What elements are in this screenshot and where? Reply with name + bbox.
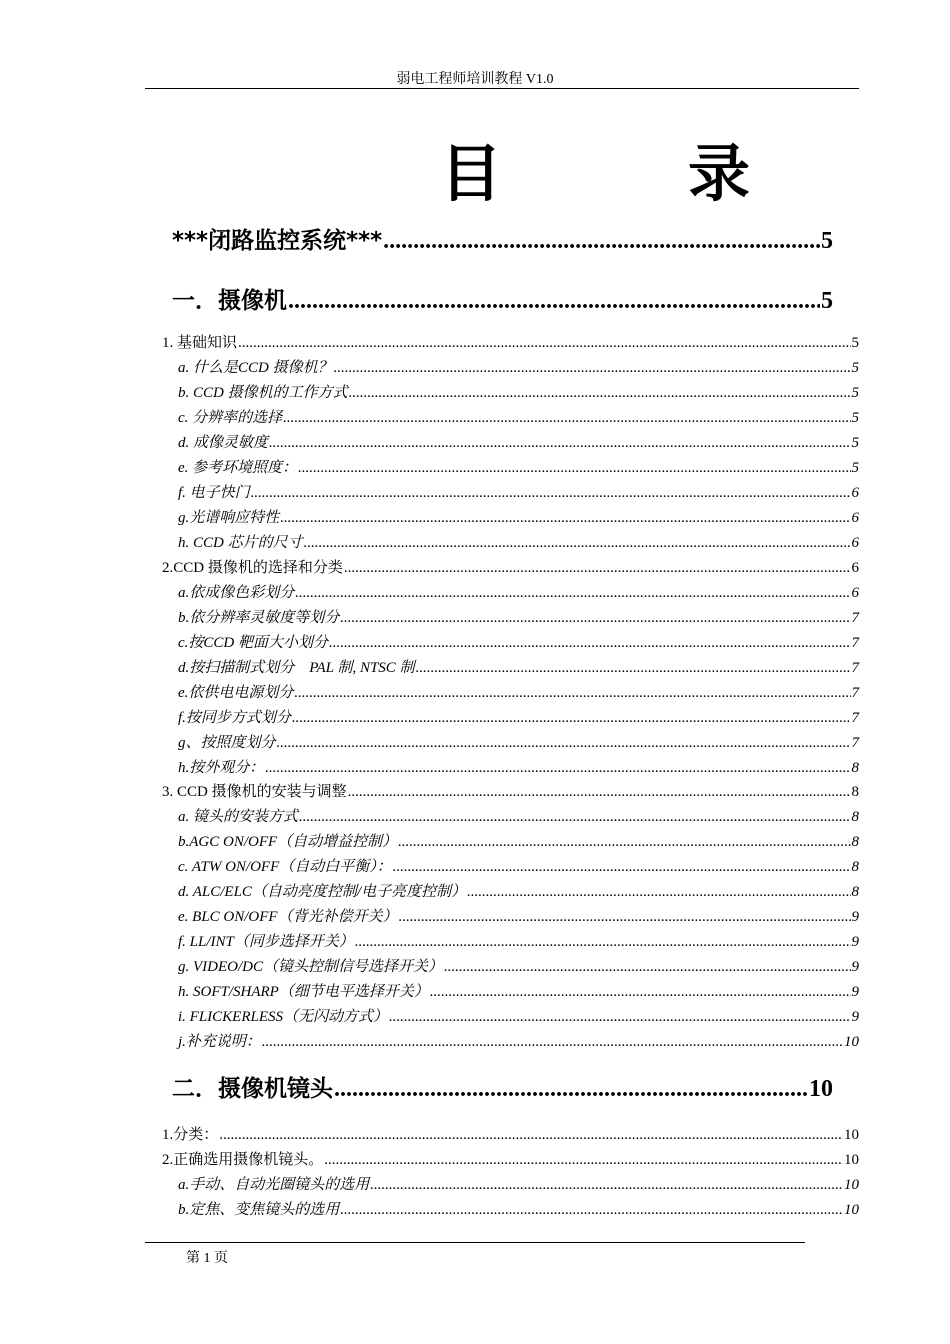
toc-entry-label: i. FLICKERLESS（无闪动方式） (178, 1009, 389, 1025)
toc-entry[interactable] (172, 1070, 833, 1103)
toc-entry-label: b.AGC ON/OFF（自动增益控制） (178, 834, 398, 850)
toc-entry[interactable] (178, 830, 859, 851)
toc-entry-page: 5 (851, 435, 859, 451)
toc-entry-label: a. 什么是CCD 摄像机？ (178, 360, 333, 376)
toc-entry-page: 10 (844, 1152, 859, 1168)
toc-entry-page: 9 (851, 1009, 859, 1025)
toc-entry-page: 5 (851, 335, 859, 351)
toc-dot-leader (340, 610, 850, 627)
toc-dot-leader (299, 809, 850, 826)
toc-entry-label: 一．摄像机 (172, 288, 287, 314)
toc-entry-page: 8 (851, 859, 859, 875)
toc-entry-label: a. 镜头的安装方式 (178, 809, 299, 825)
toc-entry-page: 9 (851, 984, 859, 1000)
footer-rule (145, 1242, 805, 1243)
toc-entry[interactable] (178, 431, 859, 452)
toc-dot-leader (262, 1034, 843, 1051)
toc-entry[interactable] (162, 1123, 859, 1144)
toc-entry-label: f.按同步方式划分 (178, 710, 291, 726)
toc-entry-page: 7 (851, 635, 859, 651)
toc-entry[interactable] (162, 556, 859, 577)
toc-dot-leader (304, 535, 851, 552)
toc-entry-label: 2.CCD 摄像机的选择和分类 (162, 560, 343, 576)
toc-dot-leader (238, 335, 850, 352)
toc-entry[interactable] (178, 606, 859, 627)
toc-entry-page: 8 (851, 884, 859, 900)
toc-entry-label: a.手动、自动光圈镜头的选用 (178, 1177, 370, 1193)
toc-entry-label: c. 分辨率的选择 (178, 410, 283, 426)
toc-entry-label: b.依分辨率灵敏度等划分 (178, 610, 340, 626)
toc-entry[interactable] (178, 756, 859, 777)
toc-entry[interactable] (172, 222, 833, 255)
toc-entry[interactable] (178, 656, 859, 677)
toc-dot-leader (295, 585, 850, 602)
toc-dot-leader (280, 510, 850, 527)
toc-dot-leader (349, 385, 851, 402)
toc-dot-leader (334, 360, 851, 377)
toc-entry-page: 5 (851, 385, 859, 401)
toc-entry[interactable] (178, 880, 859, 901)
toc-entry[interactable] (178, 905, 859, 926)
toc-entry-page: 10 (844, 1177, 859, 1193)
toc-entry-page: 5 (821, 228, 833, 254)
toc-title (440, 128, 750, 208)
toc-entry[interactable] (178, 855, 859, 876)
toc-dot-leader (292, 710, 851, 727)
toc-entry-label: g. VIDEO/DC（镜头控制信号选择开关） (178, 959, 443, 975)
toc-entry-page: 9 (851, 934, 859, 950)
toc-entry-label: 2.正确选用摄像机镜头。 (162, 1152, 324, 1168)
toc-entry[interactable] (178, 356, 859, 377)
toc-entry[interactable] (178, 1030, 859, 1051)
toc-entry-label: h.按外观分： (178, 760, 265, 776)
toc-entry[interactable] (178, 706, 859, 727)
toc-entry[interactable] (178, 930, 859, 951)
page-number: 第 1 页 (186, 1251, 228, 1266)
toc-dot-leader (383, 228, 820, 255)
toc-entry[interactable] (178, 531, 859, 552)
toc-entry-label: 3. CCD 摄像机的安装与调整 (162, 784, 347, 800)
toc-entry-page: 7 (851, 735, 859, 751)
toc-entry[interactable] (178, 631, 859, 652)
toc-entry-label: f. 电子快门 (178, 485, 250, 501)
toc-entry[interactable] (178, 955, 859, 976)
toc-entry-page: 6 (851, 535, 859, 551)
toc-entry[interactable] (178, 731, 859, 752)
header-rule (145, 88, 859, 89)
toc-dot-leader (355, 934, 851, 951)
toc-dot-leader (219, 1127, 843, 1144)
toc-dot-leader (269, 435, 850, 452)
toc-entry[interactable] (178, 581, 859, 602)
toc-entry[interactable] (178, 1198, 859, 1219)
toc-entry[interactable] (178, 406, 859, 427)
toc-dot-leader (399, 909, 851, 926)
toc-entry-page: 8 (851, 809, 859, 825)
toc-entry-page: 10 (844, 1034, 859, 1050)
running-header: 弱电工程师培训教程 V1.0 (396, 72, 554, 87)
toc-dot-leader (430, 984, 851, 1001)
toc-entry-label: 1. 基础知识 (162, 335, 238, 351)
toc-title-char-2: 录 (687, 136, 750, 210)
toc-entry[interactable] (172, 282, 833, 315)
toc-dot-leader (251, 485, 851, 502)
toc-dot-leader (298, 460, 850, 477)
toc-dot-leader (370, 1177, 843, 1194)
toc-entry-page: 9 (851, 959, 859, 975)
toc-entry-label: h. CCD 芯片的尺寸 (178, 535, 303, 551)
toc-entry-page: 7 (851, 660, 859, 676)
toc-entry[interactable] (178, 1173, 859, 1194)
toc-entry[interactable] (178, 1005, 859, 1026)
toc-entry-label: 二．摄像机镜头 (172, 1076, 333, 1102)
toc-entry-page: 8 (851, 784, 859, 800)
toc-entry-page: 7 (851, 685, 859, 701)
toc-entry-label: c. ATW ON/OFF（自动白平衡）： (178, 859, 392, 875)
toc-entry-page: 8 (851, 834, 859, 850)
toc-entry[interactable] (178, 456, 859, 477)
toc-entry-label: c.按CCD 靶面大小划分 (178, 635, 329, 651)
toc-entry-label: d. ALC/ELC（自动亮度控制/电子亮度控制） (178, 884, 467, 900)
toc-dot-leader (288, 288, 820, 315)
toc-dot-leader (344, 560, 851, 577)
toc-entry-label: 1.分类： (162, 1127, 219, 1143)
toc-entry-page: 6 (851, 510, 859, 526)
toc-dot-leader (393, 859, 851, 876)
toc-entry[interactable] (178, 506, 859, 527)
toc-dot-leader (277, 735, 851, 752)
toc-entry[interactable] (178, 681, 859, 702)
toc-dot-leader (416, 660, 851, 677)
toc-dot-leader (265, 760, 850, 777)
toc-title-char-1: 目 (440, 136, 503, 210)
toc-entry-page: 5 (821, 288, 833, 314)
toc-entry-label: g、按照度划分 (178, 735, 276, 751)
toc-entry-label: d.按扫描制式划分 PAL 制, NTSC 制 (178, 660, 415, 676)
toc-entry-page: 6 (851, 560, 859, 576)
toc-entry-page: 10 (844, 1127, 859, 1143)
toc-dot-leader (348, 784, 851, 801)
toc-entry-page: 5 (851, 360, 859, 376)
toc-entry-label: b. CCD 摄像机的工作方式 (178, 385, 348, 401)
toc-entry-label: j.补充说明： (178, 1034, 261, 1050)
toc-entry-label: g.光谱响应特性 (178, 510, 280, 526)
toc-dot-leader (398, 834, 850, 851)
toc-entry-label: e.依供电电源划分 (178, 685, 294, 701)
toc-entry-page: 10 (844, 1202, 859, 1218)
toc-dot-leader (389, 1009, 850, 1026)
toc-entry[interactable] (178, 481, 859, 502)
toc-entry-label: f. LL/INT（同步选择开关） (178, 934, 354, 950)
toc-dot-leader (294, 685, 850, 702)
toc-entry-label: ***闭路监控系统*** (172, 228, 383, 254)
toc-entry[interactable] (178, 980, 859, 1001)
toc-dot-leader (283, 410, 850, 427)
toc-dot-leader (329, 635, 850, 652)
toc-entry-page: 9 (851, 909, 859, 925)
toc-entry-label: h. SOFT/SHARP（细节电平选择开关） (178, 984, 429, 1000)
toc-entry-page: 8 (851, 760, 859, 776)
toc-entry-page: 7 (851, 610, 859, 626)
toc-entry-label: e. 参考环境照度： (178, 460, 298, 476)
toc-entry[interactable] (162, 780, 859, 801)
toc-entry-label: e. BLC ON/OFF（背光补偿开关） (178, 909, 398, 925)
toc-dot-leader (334, 1076, 808, 1103)
toc-entry[interactable] (178, 381, 859, 402)
toc-entry-page: 6 (851, 585, 859, 601)
toc-entry[interactable] (178, 805, 859, 826)
toc-dot-leader (324, 1152, 843, 1169)
toc-dot-leader (340, 1202, 843, 1219)
toc-entry-label: a.依成像色彩划分 (178, 585, 295, 601)
toc-entry-label: b.定焦、变焦镜头的选用 (178, 1202, 340, 1218)
toc-entry-page: 6 (851, 485, 859, 501)
toc-entry-page: 5 (851, 460, 859, 476)
toc-entry-label: d. 成像灵敏度 (178, 435, 269, 451)
toc-entry[interactable] (162, 1148, 859, 1169)
toc-entry-page: 10 (809, 1076, 833, 1102)
toc-dot-leader (444, 959, 851, 976)
toc-entry-page: 5 (851, 410, 859, 426)
toc-entry-page: 7 (851, 710, 859, 726)
toc-dot-leader (467, 884, 850, 901)
toc-entry[interactable] (162, 331, 859, 352)
